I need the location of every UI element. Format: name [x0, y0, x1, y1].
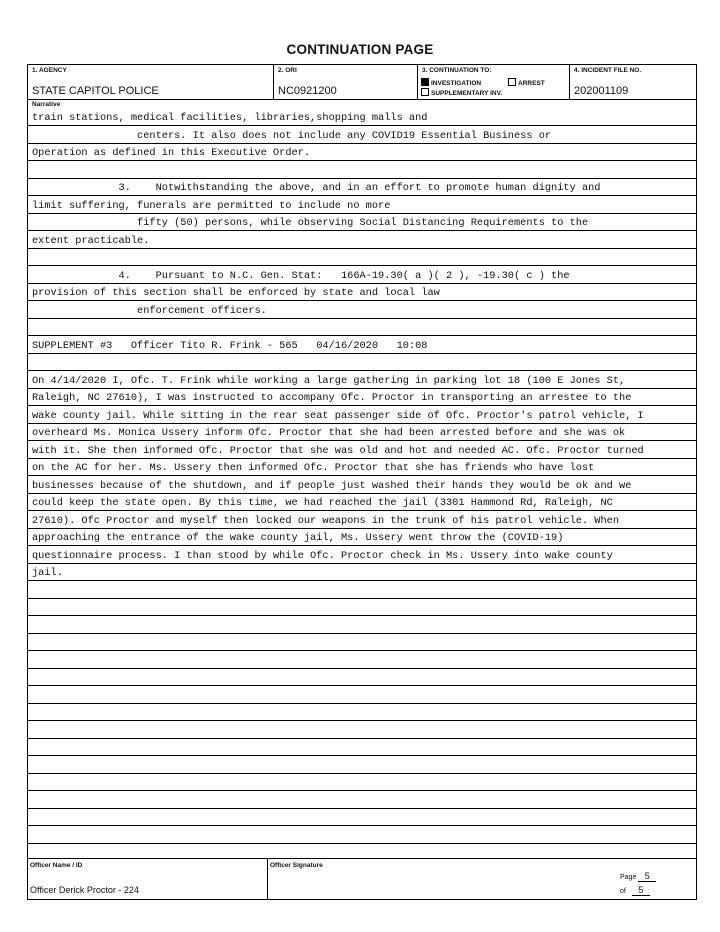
rule-line [28, 160, 696, 161]
rule-line [28, 458, 696, 459]
continuation-cell [418, 65, 570, 99]
rule-line [28, 353, 696, 354]
narrative-line: 27610). Ofc Proctor and myself then locked our weapons in the trunk of his patrol vehicle. When [32, 514, 620, 527]
page-title: CONTINUATION PAGE [286, 42, 434, 57]
incident-value: 202001109 [574, 85, 629, 97]
rule-line [28, 143, 696, 144]
rule-line [28, 668, 696, 669]
rule-line [28, 528, 696, 529]
rule-line [28, 248, 696, 249]
narrative-line: centers. It also does not include any COVID19 Essential Business or [32, 129, 552, 142]
of-label: of [620, 888, 626, 895]
rule-line [28, 423, 696, 424]
officer-cell [28, 859, 268, 899]
narrative-line: fifty (50) persons, while observing Social Distancing Requirements to the [32, 217, 589, 229]
narrative-line: Operation as defined in this Executive Order. [32, 147, 311, 159]
investigation-checkbox [421, 78, 429, 86]
rule-line [28, 493, 696, 494]
narrative-line: approaching the entrance of the wake county jail, Ms. Ussery went throw the (COVID-19) [32, 532, 564, 544]
narrative-line: 4. Pursuant to N.C. Gen. Stat: 166A-19.30( a )( 2 ), -19.30( c ) the [32, 269, 570, 282]
narrative-line: 3. Notwithstanding the above, and in an effort to promote human dignity and [32, 182, 601, 194]
rule-line [28, 563, 696, 564]
rule-line [28, 440, 696, 441]
report-header [27, 64, 697, 100]
supplementary-option [421, 88, 502, 97]
rule-line [28, 405, 696, 406]
officer-label: Officer Name / ID [30, 862, 83, 869]
rule-line [28, 615, 696, 616]
rule-line [28, 125, 696, 126]
narrative-line: overheard Ms. Monica Ussery inform Ofc. Proctor that she had been arrested before and she was ok [32, 427, 626, 439]
rule-line [28, 265, 696, 266]
rule-line [28, 370, 696, 371]
arrest-option [508, 78, 545, 87]
narrative-label: Narrative [32, 101, 61, 108]
supplementary-checkbox [421, 88, 429, 96]
rule-line [28, 650, 696, 651]
rule-line [28, 720, 696, 721]
narrative-line: wake county jail. While sitting in the rear seat passenger side of Ofc. Proctor's patrol vehicle, I [32, 409, 644, 422]
arrest-checkbox [508, 78, 516, 86]
rule-line [28, 633, 696, 634]
investigation-label: INVESTIGATION [431, 80, 482, 87]
signature-label: Officer Signature [270, 862, 323, 869]
report-footer [27, 858, 697, 900]
of-value: 5 [632, 885, 650, 896]
narrative-line: could keep the state open. By this time, we had reached the jail (3301 Hammond Rd, Raleigh, NC [32, 497, 613, 509]
incident-label: 4. INCIDENT FILE NO. [574, 67, 642, 74]
ori-label: 2. ORI [278, 67, 297, 74]
rule-line [28, 388, 696, 389]
rule-line [28, 230, 696, 231]
narrative-line: jail. [32, 567, 63, 579]
narrative-line: limit suffering, funerals are permitted to include no more [32, 199, 391, 212]
narrative-line: enforcement officers. [32, 304, 267, 317]
narrative-line: SUPPLEMENT #3 Officer Tito R. Frink - 565 04/16/2020 10:08 [32, 339, 428, 352]
rule-line [28, 843, 696, 844]
narrative-line: extent practicable. [32, 234, 150, 247]
continuation-label: 3. CONTINUATION TO: [422, 67, 492, 74]
rule-line [28, 685, 696, 686]
rule-line [28, 598, 696, 599]
narrative-line: Raleigh, NC 27610), I was instructed to accompany Ofc. Proctor in transporting an arrestee to the [32, 392, 632, 404]
rule-line [28, 580, 696, 581]
rule-line [28, 475, 696, 476]
narrative-line: with it. She then informed Ofc. Proctor that she was old and hot and needed AC. Ofc. Proctor turned [32, 444, 644, 457]
signature-cell [268, 859, 695, 899]
rule-line [28, 790, 696, 791]
rule-line [28, 318, 696, 319]
narrative-line: On 4/14/2020 I, Ofc. T. Frink while working a large gathering in parking lot 18 (100 E Jones St, [32, 374, 626, 387]
rule-line [28, 195, 696, 196]
incident-cell [570, 65, 695, 99]
page-value: 5 [638, 871, 656, 882]
rule-line [28, 703, 696, 704]
page-label: Page [620, 874, 637, 881]
narrative-line: businesses because of the shutdown, and if people just washed their hands they would be ok and we [32, 479, 632, 492]
rule-line [28, 300, 696, 301]
rule-line [28, 283, 696, 284]
rule-line [28, 545, 696, 546]
narrative-section [27, 100, 697, 858]
agency-cell [28, 65, 274, 99]
ori-cell [274, 65, 418, 99]
rule-line [28, 335, 696, 336]
page-total [620, 885, 650, 896]
agency-value: STATE CAPITOL POLICE [32, 85, 159, 97]
agency-label: 1. AGENCY [32, 67, 67, 74]
page-number [620, 871, 656, 882]
narrative-line: provision of this section shall be enforced by state and local law [32, 287, 440, 299]
rule-line [28, 178, 696, 179]
rule-line [28, 808, 696, 809]
rule-line [28, 510, 696, 511]
rule-line [28, 825, 696, 826]
investigation-option [421, 78, 481, 87]
narrative-line: train stations, medical facilities, libraries,shopping malls and [32, 112, 428, 124]
supplementary-label: SUPPLEMENTARY INV. [431, 90, 503, 97]
officer-value: Officer Derick Proctor - 224 [30, 885, 139, 895]
narrative-line: questionnaire process. I than stood by while Ofc. Proctor check in Ms. Ussery into wake county [32, 549, 613, 562]
rule-line [28, 738, 696, 739]
rule-line [28, 213, 696, 214]
rule-line [28, 755, 696, 756]
narrative-line: on the AC for her. Ms. Ussery then informed Ofc. Proctor that she has friends who have lost [32, 462, 595, 474]
ori-value: NC0921200 [278, 85, 337, 97]
arrest-label: ARREST [518, 80, 545, 87]
rule-line [28, 773, 696, 774]
